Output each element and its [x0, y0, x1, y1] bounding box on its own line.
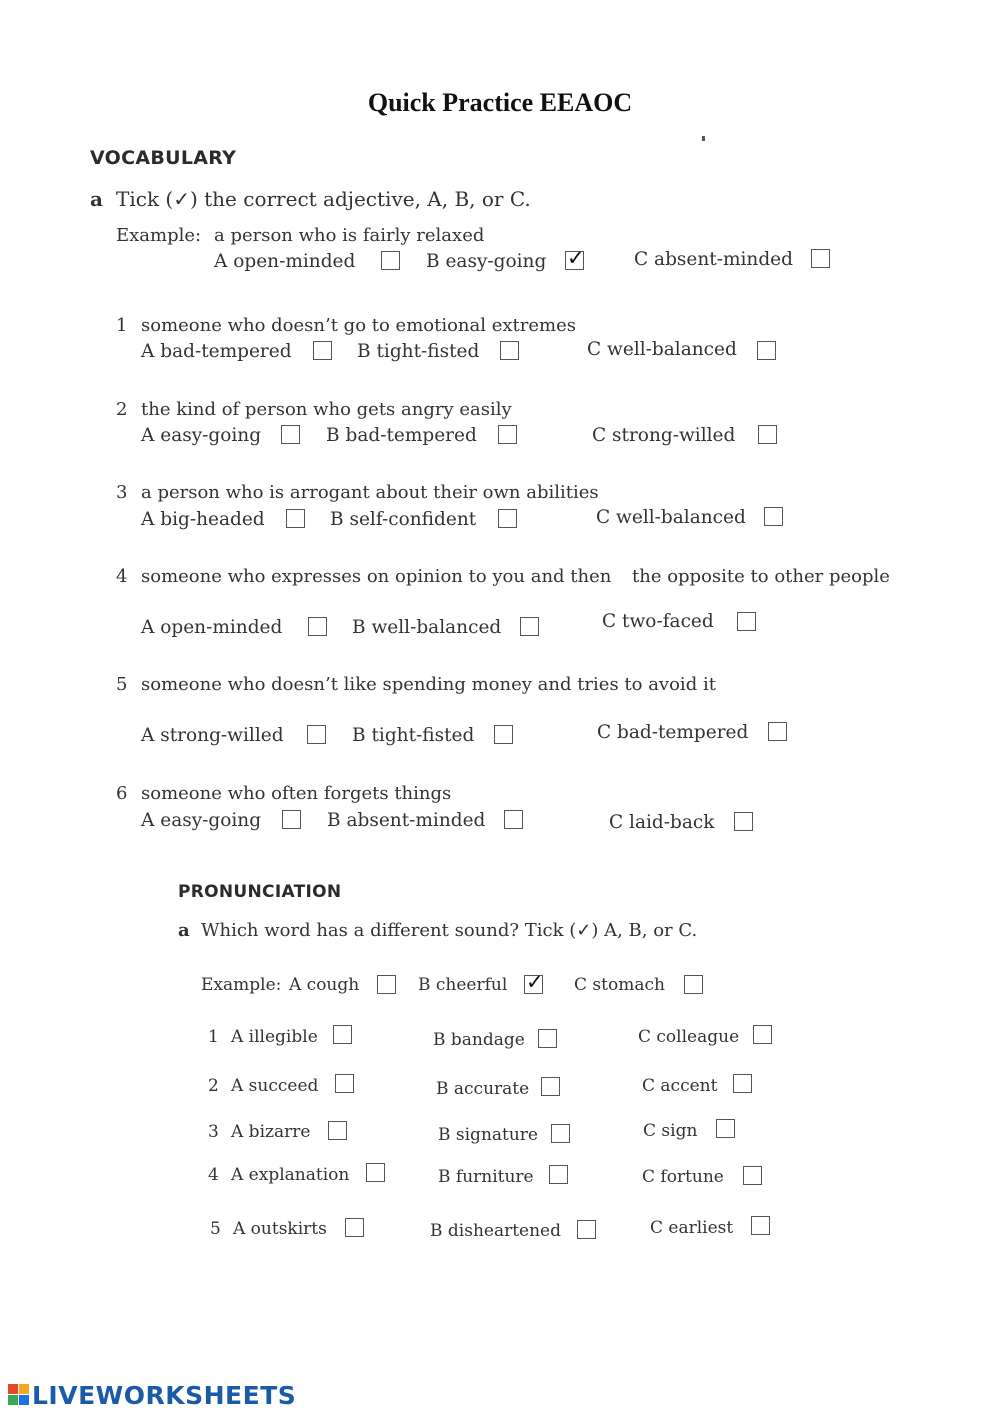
pron-row4-option-b: B furniture: [438, 1167, 534, 1187]
vocab-q5-prompt: someone who doesn’t like spending money and tries to avoid it: [141, 674, 716, 695]
vocab-q4-option-c: C two-faced: [602, 611, 714, 632]
vocab-q1-checkbox-c[interactable]: [757, 341, 776, 360]
pron-row2-checkbox-c[interactable]: [733, 1074, 752, 1093]
vocab-q5-checkbox-a[interactable]: [307, 725, 326, 744]
pron-row3-checkbox-a[interactable]: [328, 1121, 347, 1140]
pron-example-checkbox-c[interactable]: [684, 975, 703, 994]
vocab-q5-option-c: C bad-tempered: [597, 722, 749, 743]
vocab-q6-number: 6: [116, 783, 128, 804]
vocab-q2-checkbox-c[interactable]: [758, 425, 777, 444]
vocab-q6-checkbox-b[interactable]: [504, 810, 523, 829]
vocab-q3-option-c: C well-balanced: [596, 507, 746, 528]
pron-example-option-a: A cough: [289, 975, 360, 995]
vocab-q2-number: 2: [116, 399, 128, 420]
vocab-q1-checkbox-a[interactable]: [313, 341, 332, 360]
worksheet-title: Quick Practice EEAOC: [367, 88, 633, 117]
pron-row4-checkbox-a[interactable]: [366, 1163, 385, 1182]
pron-row3-number: 3: [208, 1122, 219, 1142]
vocab-example-prompt: a person who is fairly relaxed: [214, 225, 485, 246]
vocab-q3-checkbox-a[interactable]: [286, 509, 305, 528]
pron-example-option-c: C stomach: [574, 975, 665, 995]
pron-row3-option-b: B signature: [438, 1125, 538, 1145]
pron-row4-checkbox-b[interactable]: [549, 1165, 568, 1184]
vocab-q4-checkbox-a[interactable]: [308, 617, 327, 636]
vocab-q2-option-a: A easy-going: [141, 425, 262, 446]
vocab-q6-checkbox-a[interactable]: [282, 810, 301, 829]
pron-row5-checkbox-b[interactable]: [577, 1220, 596, 1239]
liveworksheets-logo[interactable]: [8, 1380, 296, 1410]
vocab-q3-checkbox-b[interactable]: [498, 509, 517, 528]
pron-row2-option-c: C accent: [642, 1076, 718, 1096]
vocab-instruction: Tick (✓) the correct adjective, A, B, or C.: [116, 187, 531, 211]
pron-row4-checkbox-c[interactable]: [743, 1166, 762, 1185]
pron-instruction: Which word has a different sound? Tick (✓) A, B, or C.: [201, 920, 698, 941]
vocab-q6-prompt: someone who often forgets things: [141, 783, 452, 804]
pron-row5-checkbox-c[interactable]: [751, 1216, 770, 1235]
vocab-q5-checkbox-c[interactable]: [768, 722, 787, 741]
stray-mark: [702, 136, 705, 141]
vocab-instruction-letter: a: [90, 187, 103, 211]
logo-mark-icon: [8, 1384, 30, 1406]
vocab-example-option-c: C absent-minded: [634, 249, 793, 270]
vocab-q5-option-b: B tight-fisted: [352, 725, 475, 746]
vocab-q1-number: 1: [116, 315, 128, 336]
vocab-q5-option-a: A strong-willed: [141, 725, 284, 746]
vocab-example-label: Example:: [116, 225, 202, 246]
vocab-q2-option-b: B bad-tempered: [326, 425, 477, 446]
pron-row2-checkbox-a[interactable]: [335, 1074, 354, 1093]
pron-row2-checkbox-b[interactable]: [541, 1077, 560, 1096]
pron-row1-option-a: A illegible: [231, 1027, 318, 1047]
pron-row2-number: 2: [208, 1076, 219, 1096]
vocab-q3-number: 3: [116, 482, 128, 503]
pron-row1-option-b: B bandage: [433, 1030, 525, 1050]
vocab-q1-option-b: B tight-fisted: [357, 341, 480, 362]
pron-row2-option-b: B accurate: [436, 1079, 530, 1099]
vocab-q5-number: 5: [116, 674, 128, 695]
vocab-q2-checkbox-b[interactable]: [498, 425, 517, 444]
pron-row3-checkbox-b[interactable]: [551, 1124, 570, 1143]
pron-example-checkbox-b[interactable]: [524, 975, 543, 994]
vocab-example-checkbox-b[interactable]: [565, 251, 584, 270]
vocab-example-option-b: B easy-going: [426, 251, 547, 272]
pron-row1-option-c: C colleague: [638, 1027, 740, 1047]
pron-row1-number: 1: [208, 1027, 219, 1047]
vocab-q6-option-a: A easy-going: [141, 810, 262, 831]
vocab-q6-option-b: B absent-minded: [327, 810, 486, 831]
pron-row1-checkbox-c[interactable]: [753, 1025, 772, 1044]
pron-row3-option-a: A bizarre: [231, 1122, 311, 1142]
vocab-q2-option-c: C strong-willed: [592, 425, 736, 446]
vocabulary-heading: VOCABULARY: [90, 147, 237, 169]
pron-row1-checkbox-b[interactable]: [538, 1029, 557, 1048]
vocab-q3-checkbox-c[interactable]: [764, 507, 783, 526]
vocab-q2-checkbox-a[interactable]: [281, 425, 300, 444]
pron-example-option-b: B cheerful: [418, 975, 508, 995]
vocab-q4-checkbox-c[interactable]: [737, 612, 756, 631]
vocab-q3-prompt: a person who is arrogant about their own abilities: [141, 482, 599, 503]
pron-row5-option-a: A outskirts: [233, 1219, 327, 1239]
vocab-example-checkbox-c[interactable]: [811, 249, 830, 268]
vocab-q6-checkbox-c[interactable]: [734, 812, 753, 831]
pron-row5-number: 5: [210, 1219, 221, 1239]
vocab-q1-option-a: A bad-tempered: [141, 341, 292, 362]
vocab-q4-number: 4: [116, 566, 128, 587]
vocab-q4-checkbox-b[interactable]: [520, 617, 539, 636]
pronunciation-heading: PRONUNCIATION: [178, 882, 342, 902]
vocab-q3-option-a: A big-headed: [141, 509, 265, 530]
pron-instruction-letter: a: [178, 920, 190, 941]
vocab-q3-option-b: B self-confident: [330, 509, 477, 530]
pron-example-label: Example:: [201, 975, 282, 995]
vocab-q1-checkbox-b[interactable]: [500, 341, 519, 360]
pron-row5-checkbox-a[interactable]: [345, 1218, 364, 1237]
vocab-q2-prompt: the kind of person who gets angry easily: [141, 399, 512, 420]
vocab-q6-option-c: C laid-back: [609, 812, 715, 833]
vocab-q1-option-c: C well-balanced: [587, 339, 737, 360]
pron-row4-option-c: C fortune: [642, 1167, 724, 1187]
pron-row4-number: 4: [208, 1165, 219, 1185]
vocab-q4-option-b: B well-balanced: [352, 617, 502, 638]
pron-row4-option-a: A explanation: [231, 1165, 350, 1185]
vocab-example-checkbox-a[interactable]: [381, 251, 400, 270]
pron-row3-checkbox-c[interactable]: [716, 1119, 735, 1138]
vocab-example-option-a: A open-minded: [214, 251, 356, 272]
vocab-q4-prompt-continued: the opposite to other people: [632, 566, 890, 587]
vocab-q1-prompt: someone who doesn’t go to emotional extremes: [141, 315, 576, 336]
pron-row2-option-a: A succeed: [231, 1076, 319, 1096]
pron-example-checkbox-a[interactable]: [377, 975, 396, 994]
pron-row5-option-c: C earliest: [650, 1218, 734, 1238]
vocab-q4-prompt: someone who expresses on opinion to you and then: [141, 566, 612, 587]
pron-row3-option-c: C sign: [643, 1121, 698, 1141]
vocab-q4-option-a: A open-minded: [141, 617, 283, 638]
logo-text: LIVEWORKSHEETS: [32, 1380, 297, 1410]
vocab-q5-checkbox-b[interactable]: [494, 725, 513, 744]
pron-row1-checkbox-a[interactable]: [333, 1025, 352, 1044]
pron-row5-option-b: B disheartened: [430, 1221, 561, 1241]
